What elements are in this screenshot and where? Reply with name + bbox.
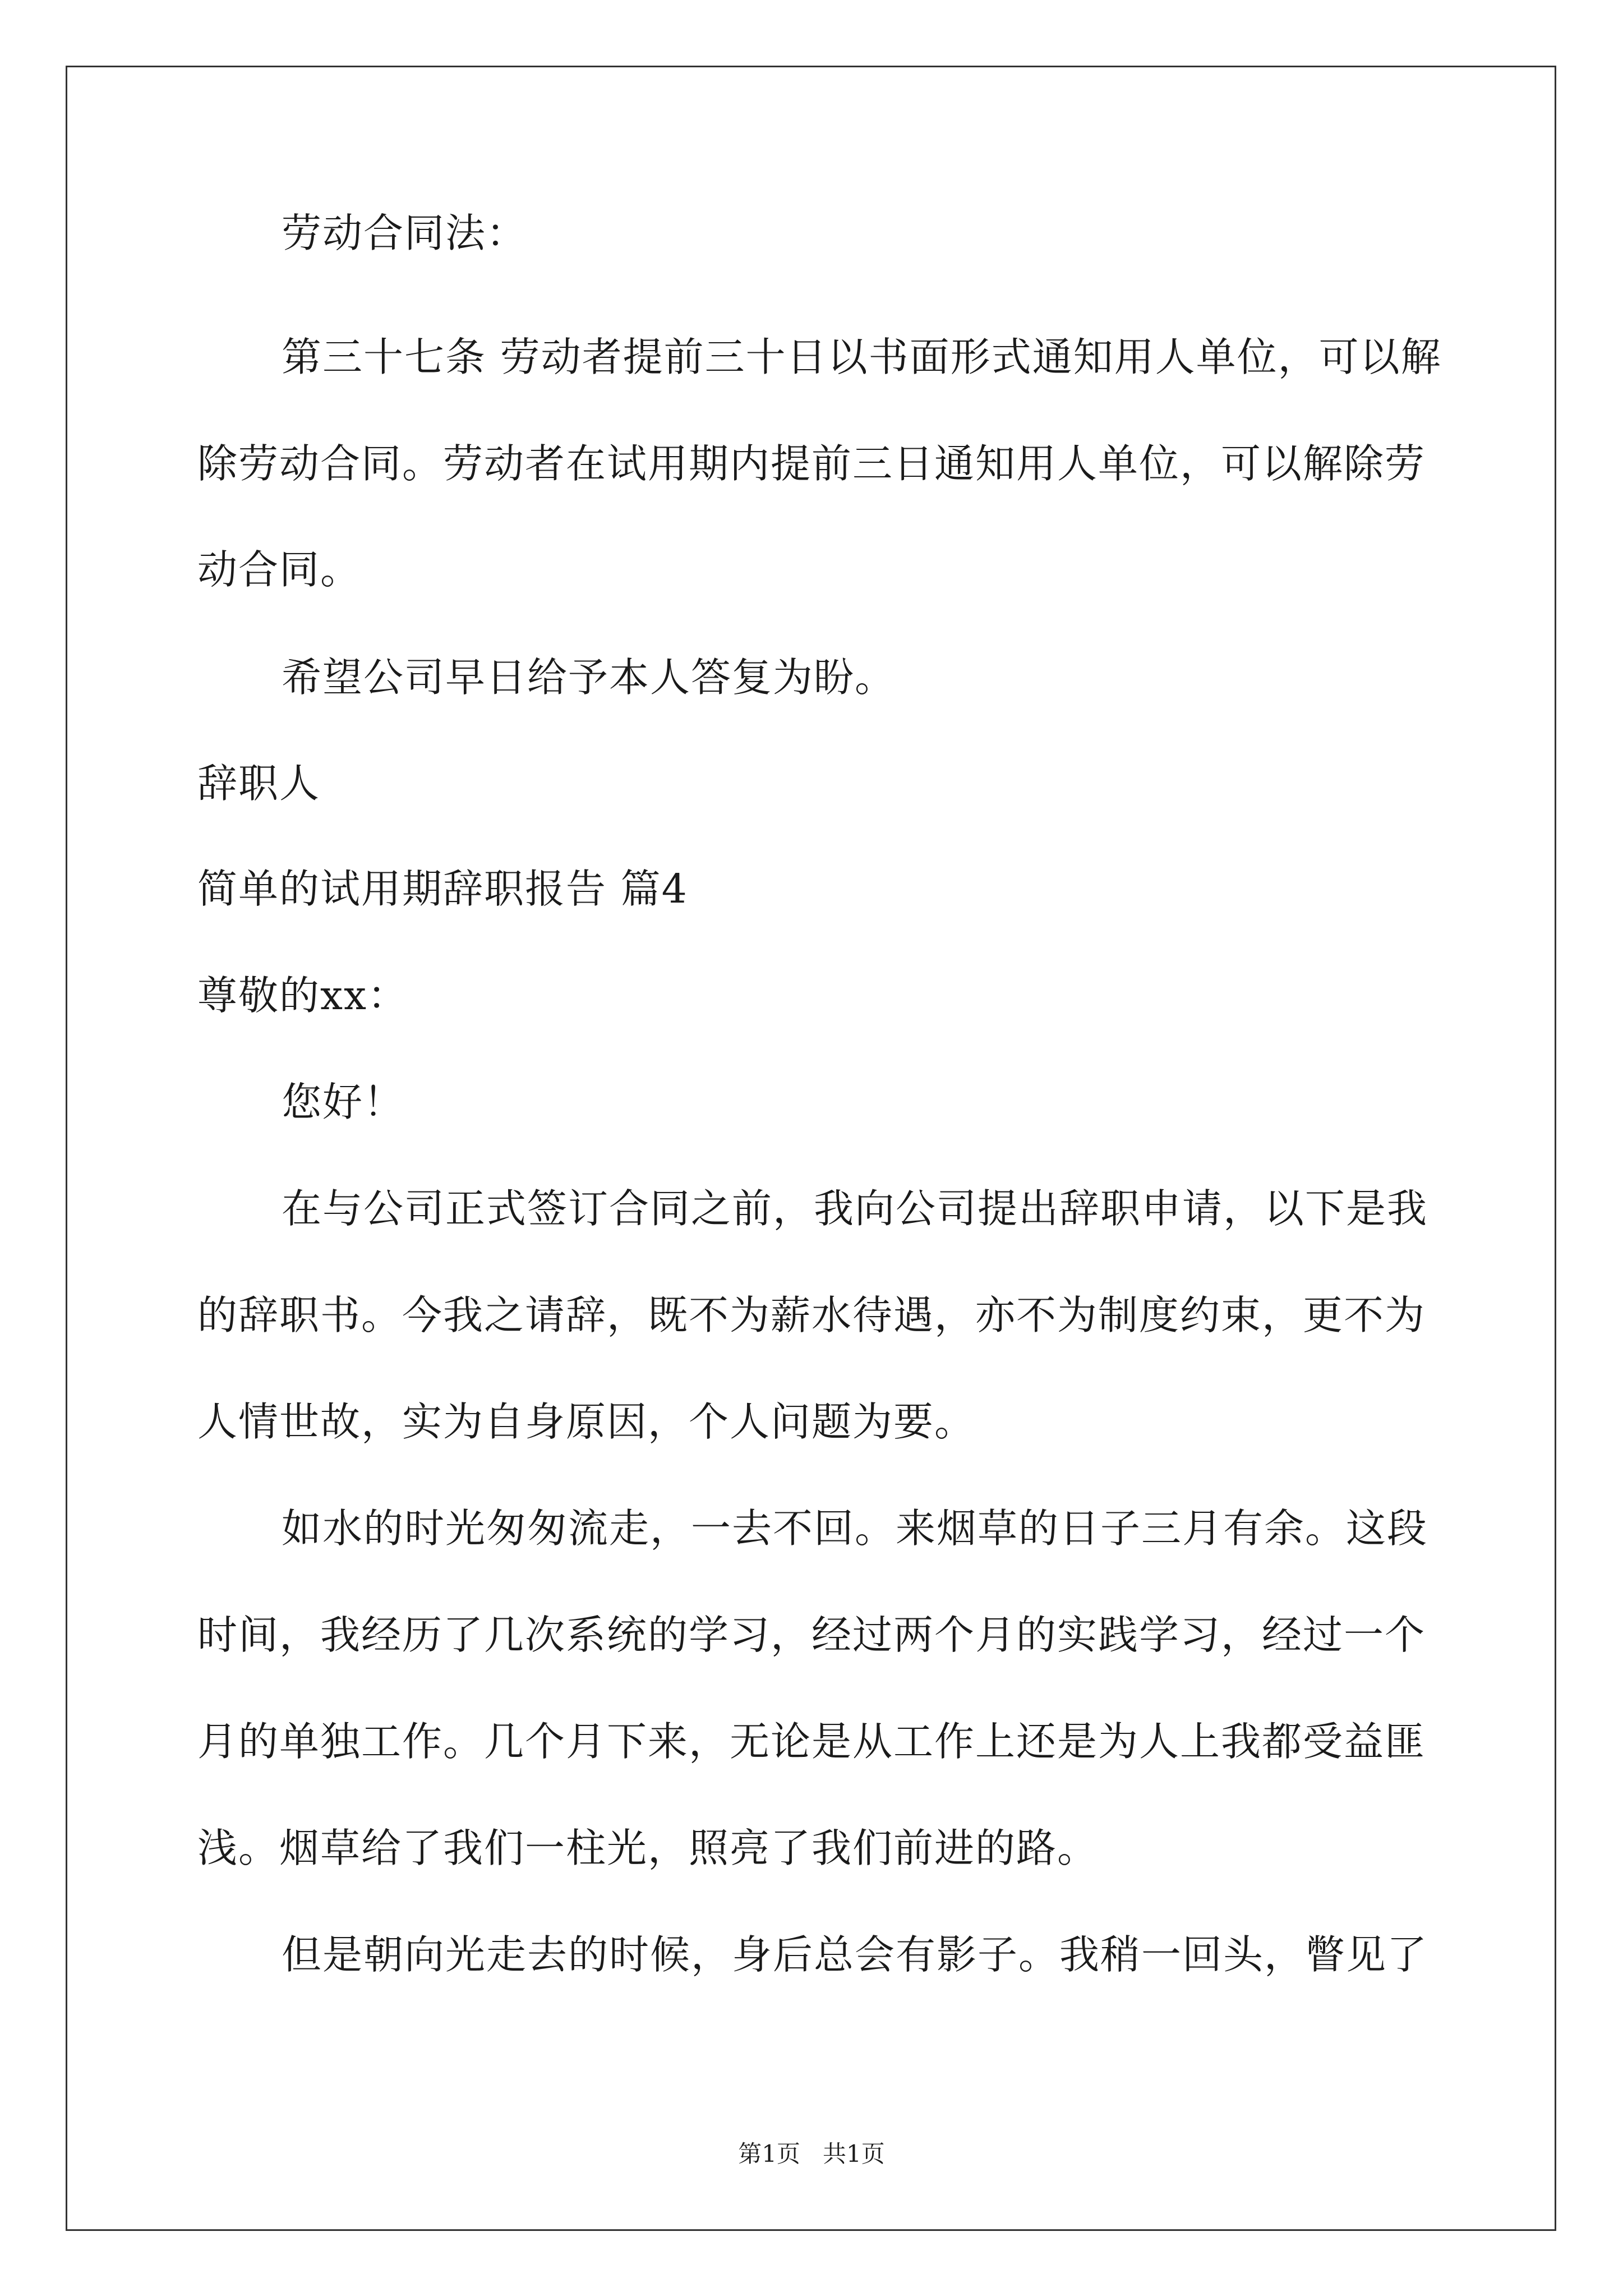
page-border xyxy=(66,66,1556,2231)
paragraph-line: 希望公司早日给予本人答复为盼。 xyxy=(282,654,896,701)
paragraph-line: 如水的时光匆匆流走，一去不回。来烟草的日子三月有余。这段 xyxy=(282,1505,1428,1552)
paragraph-line: 在与公司正式签订合同之前，我向公司提出辞职申请，以下是我 xyxy=(282,1185,1428,1232)
page-total: 共1页 xyxy=(823,2140,885,2168)
section-title: 简单的试用期辞职报告 篇4 xyxy=(197,866,688,912)
paragraph-line: 时间，我经历了几次系统的学习，经过两个月的实践学习，经过一个 xyxy=(197,1612,1426,1658)
paragraph-line: 第三十七条 劳动者提前三十日以书面形式通知用人单位，可以解 xyxy=(282,334,1442,380)
paragraph-line: 的辞职书。今我之请辞，既不为薪水待遇，亦不为制度约束，更不为 xyxy=(197,1292,1426,1338)
paragraph-line: 月的单独工作。几个月下来，无论是从工作上还是为人上我都受益匪 xyxy=(197,1718,1426,1765)
paragraph-line: 除劳动合同。劳动者在试用期内提前三日通知用人单位，可以解除劳 xyxy=(197,440,1426,487)
signature-label: 辞职人 xyxy=(197,760,321,807)
paragraph-line: 人情世故，实为自身原因，个人问题为要。 xyxy=(197,1398,976,1445)
greeting: 您好！ xyxy=(282,1079,405,1125)
paragraph-line: 浅。烟草给了我们一柱光，照亮了我们前进的路。 xyxy=(197,1825,1099,1871)
paragraph-line: 但是朝向光走去的时候，身后总会有影子。我稍一回头，瞥见了 xyxy=(282,1931,1428,1978)
salutation: 尊敬的xx： xyxy=(197,972,409,1019)
paragraph-line: 动合同。 xyxy=(197,546,362,593)
paragraph-heading-law: 劳动合同法： xyxy=(282,210,528,256)
page-number: 第1页 xyxy=(738,2140,800,2168)
page-footer xyxy=(0,2140,1623,2168)
